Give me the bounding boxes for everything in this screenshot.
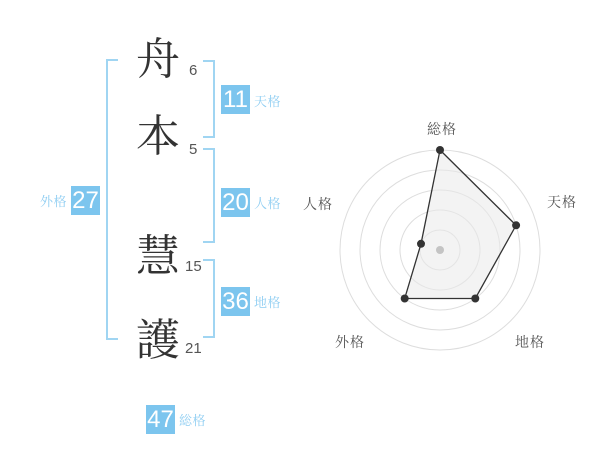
surname-char-1: 舟 [136,35,180,84]
jinkaku-bracket [203,148,215,243]
radar-point-地格 [471,295,479,303]
radar-point-総格 [436,146,444,154]
given-char-2: 護 [136,316,180,365]
gaikaku-bracket [106,59,118,340]
soukaku-value-box: 47 [147,406,174,433]
surname-char-2-strokes: 5 [189,141,198,158]
gaikaku-label: 外格 [40,194,68,209]
radar-axis-label-人格: 人格 [303,196,333,212]
radar-axis-label-外格: 外格 [335,334,365,350]
given-char-1: 慧 [136,232,180,281]
surname-char-2: 本 [136,112,180,161]
radar-axis-label-天格: 天格 [547,194,577,210]
tenkaku-value-box: 11 [221,85,250,114]
radar-center-dot [436,246,444,254]
surname-char-1-strokes: 6 [189,62,198,79]
kaku-radar-chart [300,105,590,395]
chikaku-label: 地格 [254,295,282,310]
chikaku-value-box: 36 [222,288,249,315]
tenkaku-label: 天格 [254,94,282,109]
gaikaku-value-box: 27 [72,187,99,214]
given-char-1-strokes: 15 [185,258,202,275]
soukaku-label: 総格 [179,413,207,428]
radar-point-外格 [401,295,409,303]
jinkaku-value-box: 20 [222,189,249,216]
given-char-2-strokes: 21 [185,340,202,357]
jinkaku-label: 人格 [254,196,282,211]
chikaku-bracket [203,259,215,338]
radar-point-人格 [417,240,425,248]
tenkaku-bracket [203,60,215,138]
radar-point-天格 [512,221,520,229]
radar-axis-label-総格: 総格 [427,121,457,137]
radar-axis-label-地格: 地格 [515,334,545,350]
